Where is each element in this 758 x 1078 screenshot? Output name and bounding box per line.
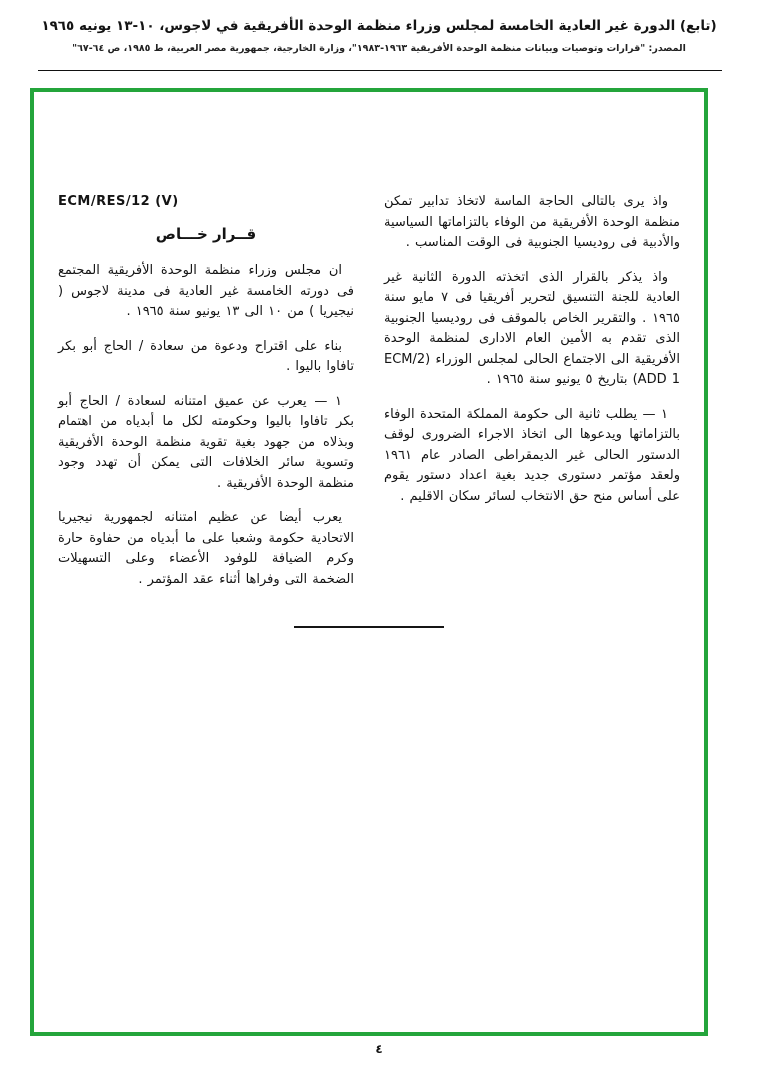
paragraph-left-3: ١ — يعرب عن عميق امتنانه لسعادة / الحاج أبو بكر تافاوا باليوا وحكومته لكل ما أبدياه من اهتمام وبذلاه من جهود بغية تقوية منظمة الوحدة الأفريقية وتسوية سائر الخلافات التى يمكن أن تهدد وجود منظمة الوحدة الأفريقية .	[58, 393, 354, 491]
document-header	[0, 16, 758, 54]
left-column	[58, 192, 354, 604]
resolution-title: قــرار خـــاص	[155, 225, 257, 243]
paragraph-right-2: واذ يذكر بالقرار الذى اتخذته الدورة الثانية غير العادية للجنة التنسيق لتحرير أفريقيا فى ٧ مايو سنة ١٩٦٥ . والتقرير الخاص بالموقف فى روديسيا الجنوبية الذى تقدم به الأمين العام الادارى لمنظمة الوحدة الأفريقية الى الاجتماع الحالى لمجلس الوزراء (ECM/2 ADD 1) بتاريخ ٥ يونيو سنة ١٩٦٥ .	[384, 269, 681, 387]
paragraph-left-2: بناء على اقتراح ودعوة من سعادة / الحاج أبو بكر تافاوا باليوا .	[58, 338, 354, 374]
header-divider	[38, 70, 722, 71]
document-reference: ECM/RES/12 (V)	[58, 194, 179, 209]
paragraph-right-1: واذ يرى بالتالى الحاجة الماسة لاتخاذ تدابير تمكن منظمة الوحدة الأفريقية من الوفاء بالتزاماتها السياسية والأدبية فى روديسيا الجنوبية فى الوقت المناسب .	[384, 194, 680, 250]
right-column	[384, 192, 680, 521]
content-frame	[30, 88, 708, 1036]
header-title: (تابع) الدورة غير العادية الخامسة لمجلس وزراء منظمة الوحدة الأفريقية في لاجوس، ١٠-١٣ يونيه ١٩٦٥	[41, 18, 717, 34]
two-column-layout	[34, 92, 704, 604]
section-divider	[294, 626, 444, 628]
paragraph-left-1: ان مجلس وزراء منظمة الوحدة الأفريقية المجتمع فى دورته الخامسة غير العادية فى مدينة لاجوس ( نيجيريا ) من ١٠ الى ١٣ يونيو سنة ١٩٦٥ .	[58, 263, 354, 319]
header-source: المصدر: "قرارات وتوصيات وبيانات منظمة الوحدة الأفريقية ١٩٦٣-١٩٨٣"، وزارة الخارجية، جمهورية مصر العربية، ط ١٩٨٥، ص ٦٤-٦٧"	[72, 43, 686, 55]
paragraph-left-4: يعرب أيضا عن عظيم امتنانه لجمهورية نيجيريا الاتحادية حكومة وشعبا على ما أبدياه من حفاوة حارة وكرم الضيافة للوفود الأعضاء وعلى التسهيلات الضخمة التى وفراها أثناء عقد المؤتمر .	[58, 510, 354, 587]
page-number: ٤	[375, 1042, 383, 1056]
paragraph-right-3: ١ — يطلب ثانية الى حكومة المملكة المتحدة الوفاء بالتزاماتها ويدعوها الى اتخاذ الاجراء الضرورى لوقف الدستور الحالى غير الديمقراطى الصادر عام ١٩٦١ ولعقد مؤتمر دستورى جديد بغية اعداد دستور يقوم على أساس منح حق الانتخاب لسائر سكان الاقليم .	[384, 406, 680, 504]
